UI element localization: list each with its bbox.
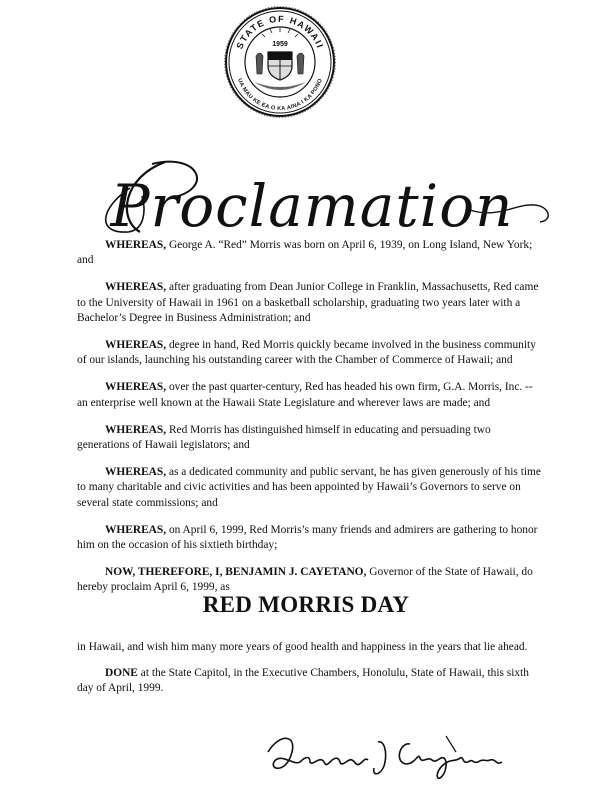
paragraph-text: Red Morris has distinguished himself in educating and persuading two generations of Hawaii legislators; and (77, 423, 491, 452)
paragraph (77, 523, 543, 553)
paragraph-text: over the past quarter-century, Red has headed his own firm, G.A. Morris, Inc. -- an enterprise well known at the Hawaii State Legislature and wherever laws are made; and (77, 381, 533, 409)
paragraph-keyword: NOW, THEREFORE, I, BENJAMIN J. CAYETANO, (105, 566, 367, 579)
done-keyword: DONE (105, 667, 138, 680)
paragraph-keyword: WHEREAS, (105, 523, 167, 536)
seal-motto-text: UA MAU KE EA O KA AINA I KA PONO (236, 77, 324, 113)
paragraph-text: degree in hand, Red Morris quickly became involved in the business community of our islands, launching his outstanding career with the Chamber of Commerce of Hawaii; and (77, 339, 536, 367)
proclamation-body (77, 238, 543, 608)
seal-year: 1959 (272, 41, 288, 48)
proclamation-title (0, 150, 612, 250)
paragraph-text: on April 6, 1999, Red Morris’s many friends and admirers are gathering to honor him on the occasion of his sixtieth birthday; (77, 523, 538, 552)
title-text: Proclamation (110, 172, 514, 240)
paragraph (77, 338, 543, 368)
day-title: RED MORRIS DAY (202, 592, 410, 617)
paragraph-text: George A. “Red” Morris was born on April 6, 1939, on Long Island, New York; and (77, 239, 533, 267)
proclamation-closing (77, 640, 543, 708)
done-paragraph (77, 666, 543, 696)
seal-outer-text: STATE OF HAWAII (234, 13, 326, 51)
paragraph-text: after graduating from Dean Junior College in Franklin, Massachusetts, Red came to the University of Hawaii in 1961 on a basketball scholarship, graduating two years later with a Bachelor’s Degree in Business Administration; and (77, 281, 539, 324)
paragraph (77, 380, 543, 410)
paragraph-keyword: WHEREAS, (105, 423, 167, 436)
closing-paragraph: in Hawaii, and wish him many more years of good health and happiness in the years that lie ahead. (77, 641, 528, 653)
done-text: at the State Capitol, in the Executive Chambers, Honolulu, State of Hawaii, this sixth day of April, 1999. (77, 667, 529, 695)
paragraph (77, 465, 543, 511)
state-seal (224, 6, 336, 118)
paragraph-keyword: WHEREAS, (105, 466, 167, 479)
paragraph-text: as a dedicated community and public servant, he has given generously of his time to many charitable and civic activities and has been appointed by Hawaii’s Governors to serve on several state commissions; and (77, 466, 541, 509)
paragraph-keyword: WHEREAS, (105, 381, 167, 394)
paragraph-keyword: WHEREAS, (105, 281, 167, 294)
paragraph-text: Governor of the State of Hawaii, do hereby proclaim April 6, 1999, as (77, 566, 533, 594)
paragraph-keyword: WHEREAS, (105, 339, 167, 352)
paragraph (77, 423, 543, 453)
paragraph (77, 238, 543, 268)
paragraph (77, 280, 543, 326)
governor-signature (260, 722, 525, 792)
paragraph-keyword: WHEREAS, (105, 239, 167, 251)
